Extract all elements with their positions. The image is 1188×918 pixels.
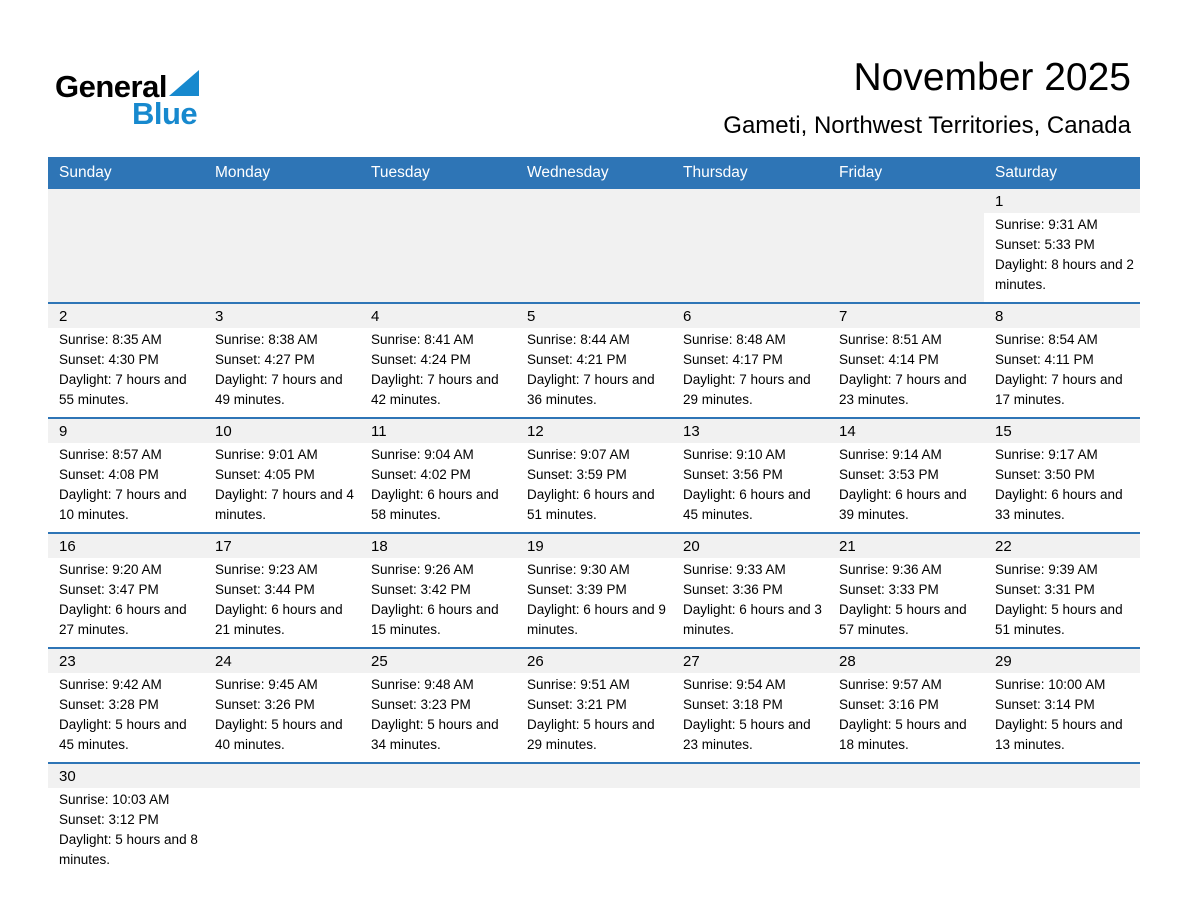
day-details: [204, 673, 360, 762]
day-number: 14: [828, 419, 984, 443]
day-number: 16: [48, 534, 204, 558]
empty-day-cell: [672, 764, 828, 877]
week-row: [48, 302, 1140, 417]
day-cell: [360, 534, 516, 647]
day-details: [360, 328, 516, 417]
day-details: [360, 673, 516, 762]
day-number: 30: [48, 764, 204, 788]
day-details: [672, 673, 828, 762]
day-cell: [48, 764, 204, 877]
sunset-text: Sunset: 3:53 PM: [839, 467, 939, 482]
sunrise-text: Sunrise: 9:51 AM: [527, 677, 630, 692]
daylight-text: Daylight: 7 hours and 4 minutes.: [215, 487, 354, 522]
sunrise-text: Sunrise: 9:45 AM: [215, 677, 318, 692]
day-cell: [828, 649, 984, 762]
week-row: [48, 762, 1140, 877]
day-cell: [48, 304, 204, 417]
daylight-text: Daylight: 5 hours and 45 minutes.: [59, 717, 187, 752]
sunset-text: Sunset: 3:56 PM: [683, 467, 783, 482]
sunrise-text: Sunrise: 9:07 AM: [527, 447, 630, 462]
day-cell: [360, 419, 516, 532]
day-details: [516, 558, 672, 647]
empty-day-cell: [828, 189, 984, 302]
day-cell: [516, 304, 672, 417]
weekday-wednesday: Wednesday: [527, 164, 609, 181]
day-details: [828, 558, 984, 647]
empty-day-strip: [828, 764, 984, 788]
sunset-text: Sunset: 3:36 PM: [683, 582, 783, 597]
daylight-text: Daylight: 5 hours and 8 minutes.: [59, 832, 198, 867]
day-cell: [48, 419, 204, 532]
sunrise-text: Sunrise: 8:41 AM: [371, 332, 474, 347]
weekday-thursday: Thursday: [683, 164, 748, 181]
daylight-text: Daylight: 7 hours and 36 minutes.: [527, 372, 655, 407]
sunset-text: Sunset: 4:14 PM: [839, 352, 939, 367]
daylight-text: Daylight: 7 hours and 55 minutes.: [59, 372, 187, 407]
sunrise-text: Sunrise: 9:26 AM: [371, 562, 474, 577]
sunset-text: Sunset: 4:27 PM: [215, 352, 315, 367]
sunrise-text: Sunrise: 8:38 AM: [215, 332, 318, 347]
daylight-text: Daylight: 7 hours and 17 minutes.: [995, 372, 1123, 407]
day-number: 8: [984, 304, 1140, 328]
sunrise-text: Sunrise: 10:03 AM: [59, 792, 170, 807]
day-number: 6: [672, 304, 828, 328]
day-details: [48, 558, 204, 647]
day-cell: [204, 649, 360, 762]
day-details: [360, 443, 516, 532]
logo-text-general: General: [55, 69, 167, 104]
day-number: 25: [360, 649, 516, 673]
day-number: 18: [360, 534, 516, 558]
sunset-text: Sunset: 4:11 PM: [995, 352, 1094, 367]
day-details: [204, 328, 360, 417]
day-number: 7: [828, 304, 984, 328]
day-number: 12: [516, 419, 672, 443]
sunrise-text: Sunrise: 8:57 AM: [59, 447, 162, 462]
daylight-text: Daylight: 6 hours and 58 minutes.: [371, 487, 499, 522]
day-number: 29: [984, 649, 1140, 673]
empty-day-cell: [516, 189, 672, 302]
day-number: 23: [48, 649, 204, 673]
sunrise-text: Sunrise: 8:35 AM: [59, 332, 162, 347]
sunrise-text: Sunrise: 9:30 AM: [527, 562, 630, 577]
day-number: 3: [204, 304, 360, 328]
day-details: [204, 558, 360, 647]
day-details: [672, 558, 828, 647]
day-details: [984, 673, 1140, 762]
day-cell: [516, 649, 672, 762]
day-details: [516, 328, 672, 417]
day-details: [516, 443, 672, 532]
day-number: 17: [204, 534, 360, 558]
daylight-text: Daylight: 5 hours and 51 minutes.: [995, 602, 1123, 637]
daylight-text: Daylight: 6 hours and 9 minutes.: [527, 602, 666, 637]
day-cell: [984, 419, 1140, 532]
weekday-sunday: Sunday: [59, 164, 112, 181]
day-number: 21: [828, 534, 984, 558]
sunrise-text: Sunrise: 9:20 AM: [59, 562, 162, 577]
sunrise-text: Sunrise: 8:51 AM: [839, 332, 942, 347]
sunrise-text: Sunrise: 9:10 AM: [683, 447, 786, 462]
sunset-text: Sunset: 3:21 PM: [527, 697, 627, 712]
sunset-text: Sunset: 3:12 PM: [59, 812, 159, 827]
day-details: [48, 443, 204, 532]
weekday-saturday: Saturday: [995, 164, 1058, 181]
day-details: [828, 443, 984, 532]
sunset-text: Sunset: 3:50 PM: [995, 467, 1095, 482]
day-cell: [828, 534, 984, 647]
day-cell: [360, 304, 516, 417]
sunset-text: Sunset: 3:23 PM: [371, 697, 471, 712]
weekday-monday: Monday: [215, 164, 271, 181]
daylight-text: Daylight: 7 hours and 10 minutes.: [59, 487, 187, 522]
page-title: November 2025: [853, 56, 1131, 99]
weekday-tuesday: Tuesday: [371, 164, 430, 181]
sunrise-text: Sunrise: 10:00 AM: [995, 677, 1106, 692]
empty-day-cell: [516, 764, 672, 877]
day-number: 22: [984, 534, 1140, 558]
sunset-text: Sunset: 3:26 PM: [215, 697, 315, 712]
sunrise-text: Sunrise: 9:54 AM: [683, 677, 786, 692]
empty-day-cell: [204, 764, 360, 877]
day-number: 1: [984, 189, 1140, 213]
day-cell: [360, 649, 516, 762]
day-details: [984, 558, 1140, 647]
day-number: 27: [672, 649, 828, 673]
day-cell: [48, 534, 204, 647]
daylight-text: Daylight: 6 hours and 39 minutes.: [839, 487, 967, 522]
sunrise-text: Sunrise: 8:48 AM: [683, 332, 786, 347]
weekday-friday: Friday: [839, 164, 883, 181]
logo-text-blue: Blue: [132, 96, 198, 131]
day-details: [48, 788, 204, 877]
day-details: [984, 443, 1140, 532]
daylight-text: Daylight: 5 hours and 34 minutes.: [371, 717, 499, 752]
daylight-text: Daylight: 7 hours and 42 minutes.: [371, 372, 499, 407]
day-details: [828, 673, 984, 762]
sunset-text: Sunset: 3:28 PM: [59, 697, 159, 712]
calendar-grid: [48, 189, 1140, 877]
sunset-text: Sunset: 5:33 PM: [995, 237, 1095, 252]
daylight-text: Daylight: 7 hours and 23 minutes.: [839, 372, 967, 407]
day-cell: [984, 304, 1140, 417]
day-cell: [828, 419, 984, 532]
sunset-text: Sunset: 3:39 PM: [527, 582, 627, 597]
daylight-text: Daylight: 5 hours and 18 minutes.: [839, 717, 967, 752]
day-cell: [828, 304, 984, 417]
day-details: [204, 443, 360, 532]
week-row: [48, 647, 1140, 762]
sunset-text: Sunset: 3:59 PM: [527, 467, 627, 482]
day-details: [360, 558, 516, 647]
daylight-text: Daylight: 8 hours and 2 minutes.: [995, 257, 1134, 292]
empty-day-strip: [204, 764, 360, 788]
sunset-text: Sunset: 3:18 PM: [683, 697, 783, 712]
day-number: 9: [48, 419, 204, 443]
daylight-text: Daylight: 6 hours and 33 minutes.: [995, 487, 1123, 522]
sunrise-text: Sunrise: 9:04 AM: [371, 447, 474, 462]
day-number: 5: [516, 304, 672, 328]
empty-day-cell: [828, 764, 984, 877]
day-details: [984, 213, 1140, 302]
day-number: 20: [672, 534, 828, 558]
daylight-text: Daylight: 6 hours and 3 minutes.: [683, 602, 822, 637]
sunrise-text: Sunrise: 9:57 AM: [839, 677, 942, 692]
sunrise-text: Sunrise: 9:42 AM: [59, 677, 162, 692]
sunset-text: Sunset: 3:47 PM: [59, 582, 159, 597]
day-cell: [984, 649, 1140, 762]
empty-day-strip: [360, 764, 516, 788]
sunset-text: Sunset: 4:02 PM: [371, 467, 471, 482]
sunrise-text: Sunrise: 9:39 AM: [995, 562, 1098, 577]
sunrise-text: Sunrise: 9:14 AM: [839, 447, 942, 462]
sunset-text: Sunset: 4:21 PM: [527, 352, 627, 367]
day-number: 28: [828, 649, 984, 673]
day-cell: [48, 649, 204, 762]
day-details: [48, 673, 204, 762]
day-number: 15: [984, 419, 1140, 443]
sunset-text: Sunset: 4:24 PM: [371, 352, 471, 367]
day-number: 11: [360, 419, 516, 443]
sunrise-text: Sunrise: 9:23 AM: [215, 562, 318, 577]
day-number: 2: [48, 304, 204, 328]
day-cell: [516, 534, 672, 647]
empty-day-cell: [360, 189, 516, 302]
week-row: [48, 189, 1140, 302]
sunrise-text: Sunrise: 9:33 AM: [683, 562, 786, 577]
day-cell: [672, 419, 828, 532]
day-cell: [204, 304, 360, 417]
sunrise-text: Sunrise: 9:48 AM: [371, 677, 474, 692]
weekday-header-row: [48, 157, 1140, 189]
sunset-text: Sunset: 3:44 PM: [215, 582, 315, 597]
day-cell: [984, 189, 1140, 302]
day-number: 24: [204, 649, 360, 673]
sunset-text: Sunset: 3:42 PM: [371, 582, 471, 597]
day-cell: [516, 419, 672, 532]
empty-day-cell: [48, 189, 204, 302]
daylight-text: Daylight: 7 hours and 49 minutes.: [215, 372, 343, 407]
daylight-text: Daylight: 5 hours and 57 minutes.: [839, 602, 967, 637]
sunrise-text: Sunrise: 8:54 AM: [995, 332, 1098, 347]
daylight-text: Daylight: 5 hours and 29 minutes.: [527, 717, 655, 752]
empty-day-strip: [516, 764, 672, 788]
daylight-text: Daylight: 6 hours and 15 minutes.: [371, 602, 499, 637]
day-number: 19: [516, 534, 672, 558]
day-number: 10: [204, 419, 360, 443]
sunrise-text: Sunrise: 9:31 AM: [995, 217, 1098, 232]
empty-day-cell: [984, 764, 1140, 877]
week-row: [48, 532, 1140, 647]
empty-day-cell: [204, 189, 360, 302]
sunset-text: Sunset: 4:08 PM: [59, 467, 159, 482]
daylight-text: Daylight: 5 hours and 13 minutes.: [995, 717, 1123, 752]
daylight-text: Daylight: 5 hours and 23 minutes.: [683, 717, 811, 752]
sunrise-text: Sunrise: 9:01 AM: [215, 447, 318, 462]
day-cell: [204, 534, 360, 647]
day-details: [984, 328, 1140, 417]
sunrise-text: Sunrise: 8:44 AM: [527, 332, 630, 347]
sunset-text: Sunset: 3:14 PM: [995, 697, 1095, 712]
day-number: 26: [516, 649, 672, 673]
empty-day-cell: [360, 764, 516, 877]
day-cell: [672, 534, 828, 647]
calendar-header: [723, 56, 1131, 140]
week-row: [48, 417, 1140, 532]
day-details: [48, 328, 204, 417]
day-cell: [672, 304, 828, 417]
sunset-text: Sunset: 4:30 PM: [59, 352, 159, 367]
daylight-text: Daylight: 6 hours and 21 minutes.: [215, 602, 343, 637]
calendar: [48, 157, 1140, 877]
general-blue-logo: [55, 70, 199, 129]
day-number: 4: [360, 304, 516, 328]
sunrise-text: Sunrise: 9:36 AM: [839, 562, 942, 577]
daylight-text: Daylight: 6 hours and 51 minutes.: [527, 487, 655, 522]
day-details: [672, 443, 828, 532]
day-number: 13: [672, 419, 828, 443]
empty-day-strip: [984, 764, 1140, 788]
daylight-text: Daylight: 5 hours and 40 minutes.: [215, 717, 343, 752]
empty-day-cell: [672, 189, 828, 302]
sunset-text: Sunset: 4:17 PM: [683, 352, 783, 367]
day-details: [828, 328, 984, 417]
day-cell: [672, 649, 828, 762]
sunrise-text: Sunrise: 9:17 AM: [995, 447, 1098, 462]
day-cell: [984, 534, 1140, 647]
daylight-text: Daylight: 6 hours and 45 minutes.: [683, 487, 811, 522]
sunset-text: Sunset: 3:16 PM: [839, 697, 939, 712]
sunset-text: Sunset: 3:33 PM: [839, 582, 939, 597]
day-details: [516, 673, 672, 762]
page-subtitle: Gameti, Northwest Territories, Canada: [723, 112, 1131, 139]
daylight-text: Daylight: 6 hours and 27 minutes.: [59, 602, 187, 637]
day-details: [672, 328, 828, 417]
empty-day-strip: [672, 764, 828, 788]
day-cell: [204, 419, 360, 532]
sunset-text: Sunset: 4:05 PM: [215, 467, 315, 482]
daylight-text: Daylight: 7 hours and 29 minutes.: [683, 372, 811, 407]
sunset-text: Sunset: 3:31 PM: [995, 582, 1095, 597]
